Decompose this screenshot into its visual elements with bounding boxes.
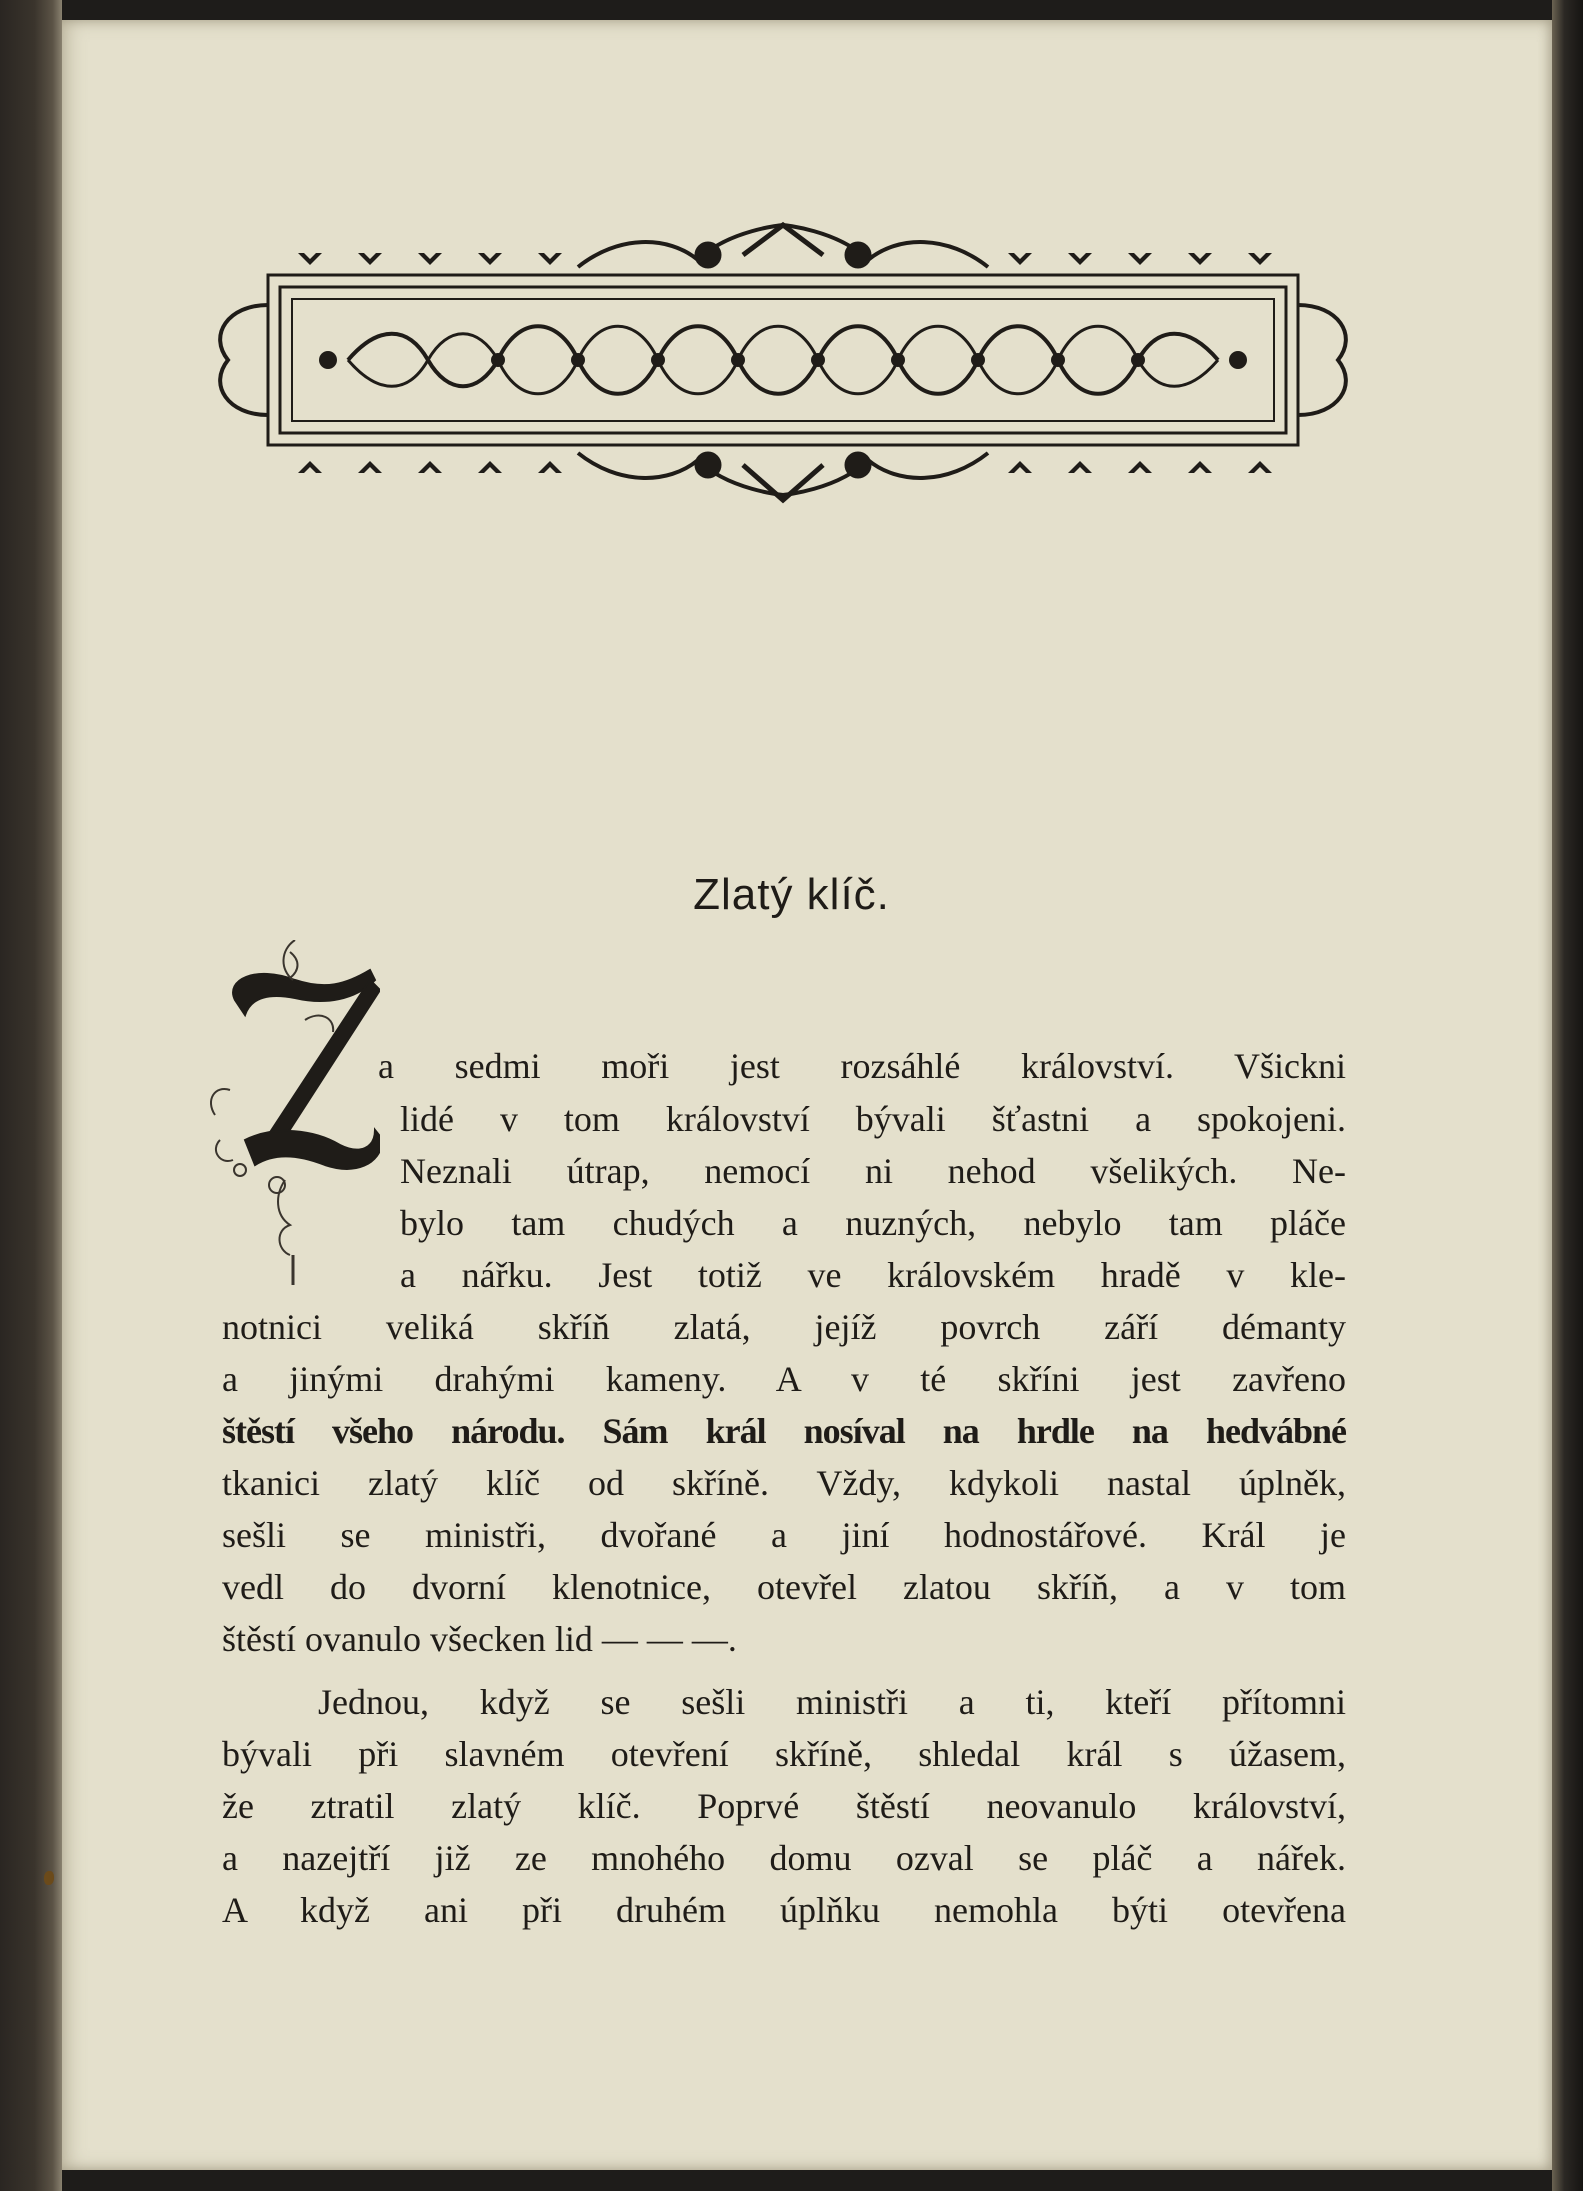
text-line: že ztratil zlatý klíč. Poprvé štěstí neovanulo království, (222, 1786, 1346, 1826)
chapter-title: Zlatý klíč. (693, 870, 890, 919)
headpiece-ornament (198, 215, 1368, 515)
text-line: notnici veliká skříň zlatá, jejíž povrch září démanty (222, 1307, 1346, 1347)
text-line: bývali při slavném otevření skříně, shledal král s úžasem, (222, 1734, 1346, 1774)
text-line: a sedmi moři jest rozsáhlé království. Všickni (378, 1046, 1346, 1086)
text-line: Neznali útrap, nemocí ni nehod všelikých. Ne- (400, 1151, 1346, 1191)
decorative-initial-z (205, 940, 380, 1290)
book-right-edge (1552, 0, 1583, 2191)
text-line: a nářku. Jest totiž ve královském hradě v kle- (400, 1255, 1346, 1295)
text-line: vedl do dvorní klenotnice, otevřel zlatou skříň, a v tom (222, 1567, 1346, 1607)
paper-stain (44, 1871, 54, 1885)
text-line: bylo tam chudých a nuzných, nebylo tam pláče (400, 1203, 1346, 1243)
text-line: sešli se ministři, dvořané a jiní hodnostářové. Král je (222, 1515, 1346, 1555)
text-line: A když ani při druhém úplňku nemohla býti otevřena (222, 1890, 1346, 1930)
text-line: tkanici zlatý klíč od skříně. Vždy, kdykoli nastal úplněk, (222, 1463, 1346, 1503)
text-line: a jinými drahými kameny. A v té skříni jest zavřeno (222, 1359, 1346, 1399)
text-line: štěstí ovanulo všecken lid — — —. (222, 1619, 737, 1659)
text-line: lidé v tom království bývali šťastni a spokojeni. (400, 1099, 1346, 1139)
text-line: Jednou, když se sešli ministři a ti, kteří přítomni (318, 1682, 1346, 1722)
book-spine-edge (0, 0, 62, 2191)
text-line: štěstí všeho národu. Sám král nosíval na hrdle na hedvábné (222, 1411, 1346, 1451)
text-line: a nazejtří již ze mnohého domu ozval se pláč a nářek. (222, 1838, 1346, 1878)
